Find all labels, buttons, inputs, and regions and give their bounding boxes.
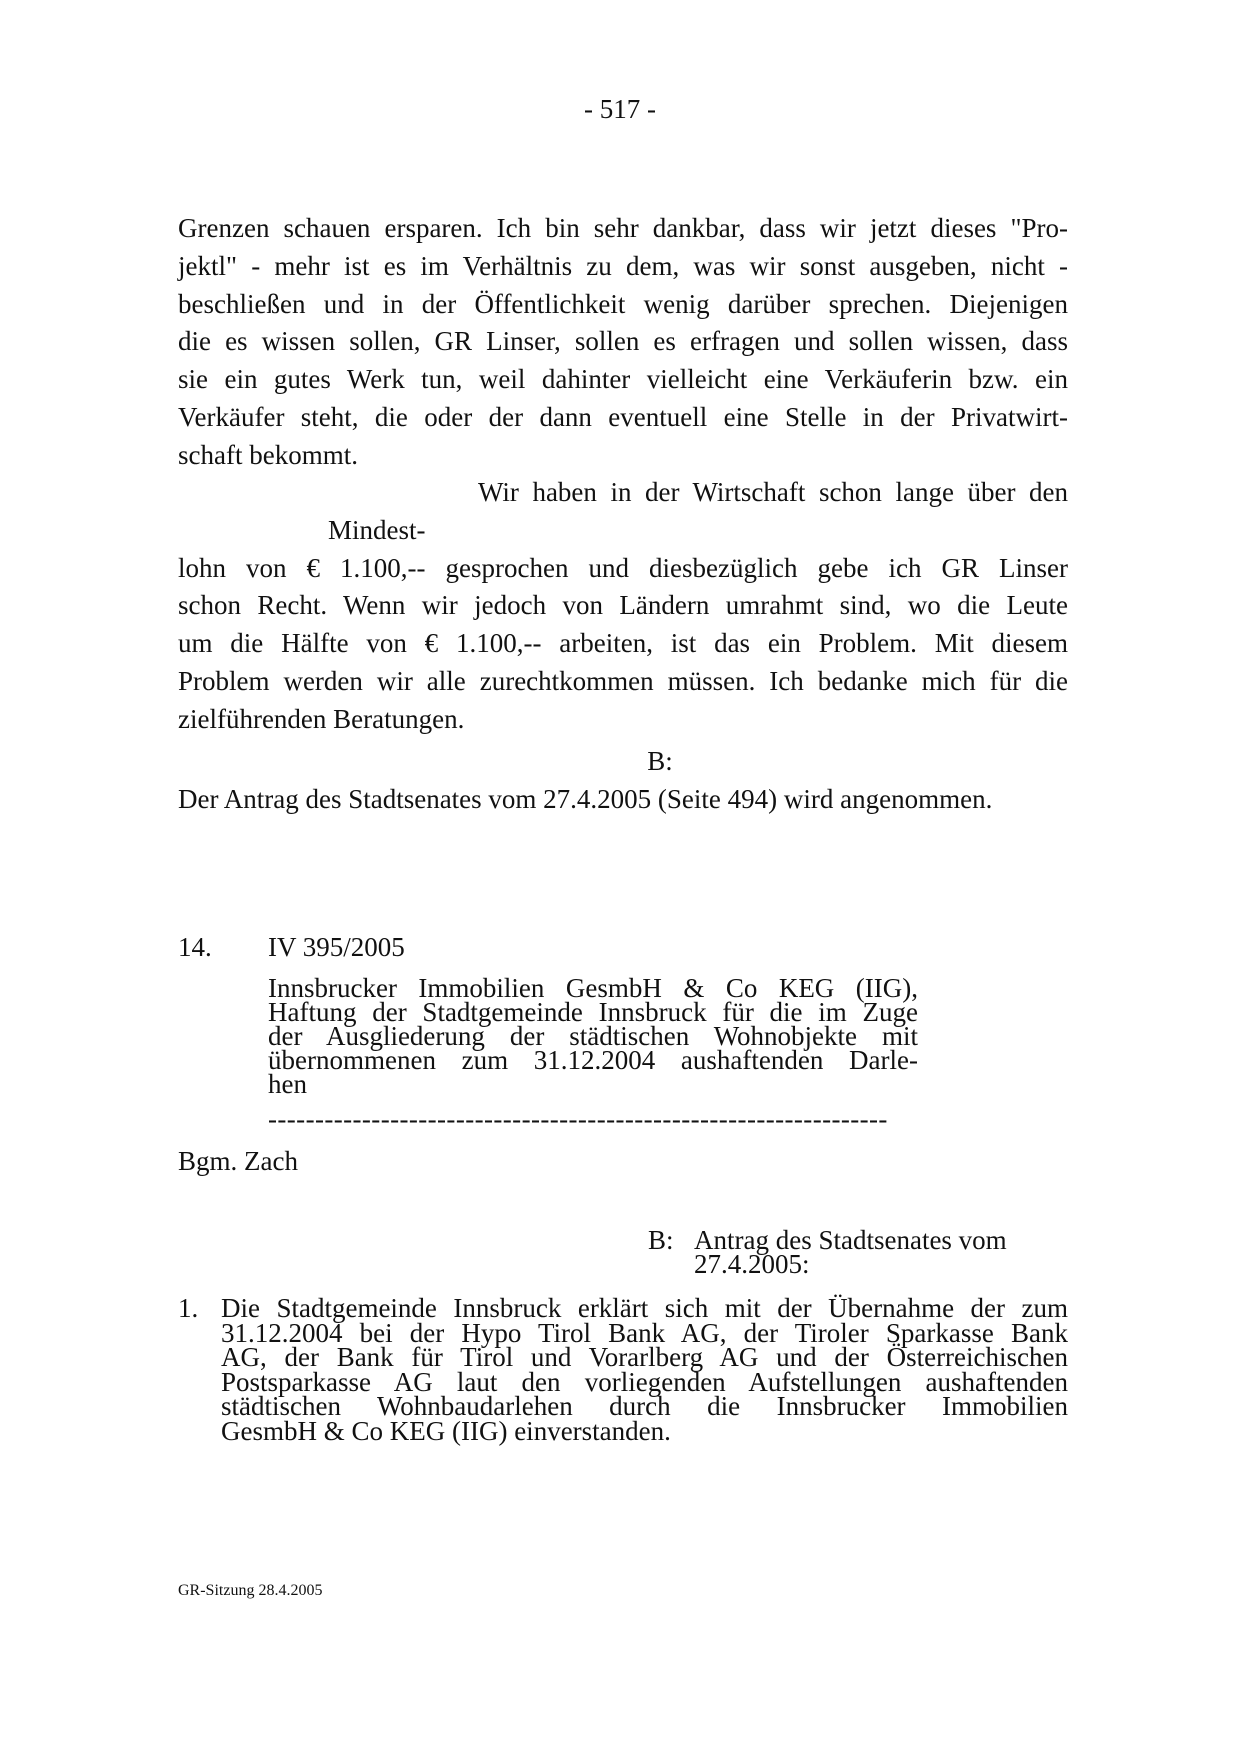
text-line: jektl" - mehr ist es im Verhältnis zu dem, was wir sonst ausgeben, nicht - bbox=[178, 250, 1068, 281]
text-line: schon Recht. Wenn wir jedoch von Ländern umrahmt sind, wo die Leute bbox=[178, 590, 1068, 621]
title-line: Innsbrucker Immobilien GesmbH & Co KEG (IIG), bbox=[268, 973, 918, 1003]
list-line: Die Stadtgemeinde Innsbruck erklärt sich mit der Übernahme der zum bbox=[221, 1293, 1068, 1323]
text-line: Verkäufer steht, die oder der dann eventuell eine Stelle in der Privatwirt- bbox=[178, 401, 1068, 432]
text-line: zielführenden Beratungen. bbox=[178, 703, 465, 734]
antrag-line-1: Antrag des Stadtsenates vom bbox=[694, 1225, 1007, 1255]
antrag-line-2: 27.4.2005: bbox=[694, 1249, 810, 1279]
list-number: 1. bbox=[178, 1293, 199, 1323]
text-line: schaft bekommt. bbox=[178, 439, 358, 470]
title-line: übernommenen zum 31.12.2004 aushaftenden Darle- bbox=[268, 1045, 918, 1075]
list-line: Postsparkasse AG laut den vorliegenden Aufstellungen aushaftenden bbox=[221, 1366, 1068, 1397]
text-line: lohn von € 1.100,-- gesprochen und diesbezüglich gebe ich GR Linser bbox=[178, 552, 1068, 583]
antrag-label: B: bbox=[648, 1225, 674, 1255]
text-line: Wir haben in der Wirtschaft schon lange über den Mindest- bbox=[328, 477, 1068, 545]
paragraph-2 bbox=[178, 474, 1068, 739]
list-line: 31.12.2004 bei der Hypo Tirol Bank AG, der Tiroler Sparkasse Bank bbox=[221, 1317, 1068, 1348]
page-number: - 517 - bbox=[584, 94, 656, 124]
b-label: B: bbox=[647, 746, 673, 776]
dashed-separator: ------------------------------------------------------------------ bbox=[268, 1104, 888, 1134]
list-line: GesmbH & Co KEG (IIG) einverstanden. bbox=[221, 1415, 671, 1446]
title-line: Haftung der Stadtgemeinde Innsbruck für die im Zuge bbox=[268, 997, 918, 1027]
text-line: Grenzen schauen ersparen. Ich bin sehr dankbar, dass wir jetzt dieses "Pro- bbox=[178, 213, 1068, 243]
text-line: beschließen und in der Öffentlichkeit wenig darüber sprechen. Diejenigen bbox=[178, 288, 1068, 319]
text-line: sie ein gutes Werk tun, weil dahinter vielleicht eine Verkäuferin bzw. ein bbox=[178, 364, 1068, 395]
text-line: Problem werden wir alle zurechtkommen müssen. Ich bedanke mich für die bbox=[178, 665, 1068, 696]
list-line: städtischen Wohnbaudarlehen durch die Innsbrucker Immobilien bbox=[221, 1391, 1068, 1421]
text-line: um die Hälfte von € 1.100,-- arbeiten, ist das ein Problem. Mit diesem bbox=[178, 628, 1068, 659]
paragraph-1 bbox=[178, 210, 1068, 475]
list-body bbox=[221, 1293, 1068, 1446]
list-line: AG, der Bank für Tirol und Vorarlberg AG und der Österreichischen bbox=[221, 1342, 1068, 1372]
speaker-name: Bgm. Zach bbox=[178, 1146, 298, 1176]
page-footer: GR-Sitzung 28.4.2005 bbox=[178, 1582, 323, 1599]
item-title bbox=[268, 973, 918, 1099]
item-number: 14. bbox=[178, 932, 212, 962]
item-reference: IV 395/2005 bbox=[268, 932, 405, 962]
title-line: der Ausgliederung der städtischen Wohnobjekte mit bbox=[268, 1021, 918, 1051]
text-line: die es wissen sollen, GR Linser, sollen es erfragen und sollen wissen, dass bbox=[178, 326, 1068, 357]
title-line: hen bbox=[268, 1069, 307, 1099]
decision-text: Der Antrag des Stadtsenates vom 27.4.2005 (Seite 494) wird angenommen. bbox=[178, 784, 993, 814]
